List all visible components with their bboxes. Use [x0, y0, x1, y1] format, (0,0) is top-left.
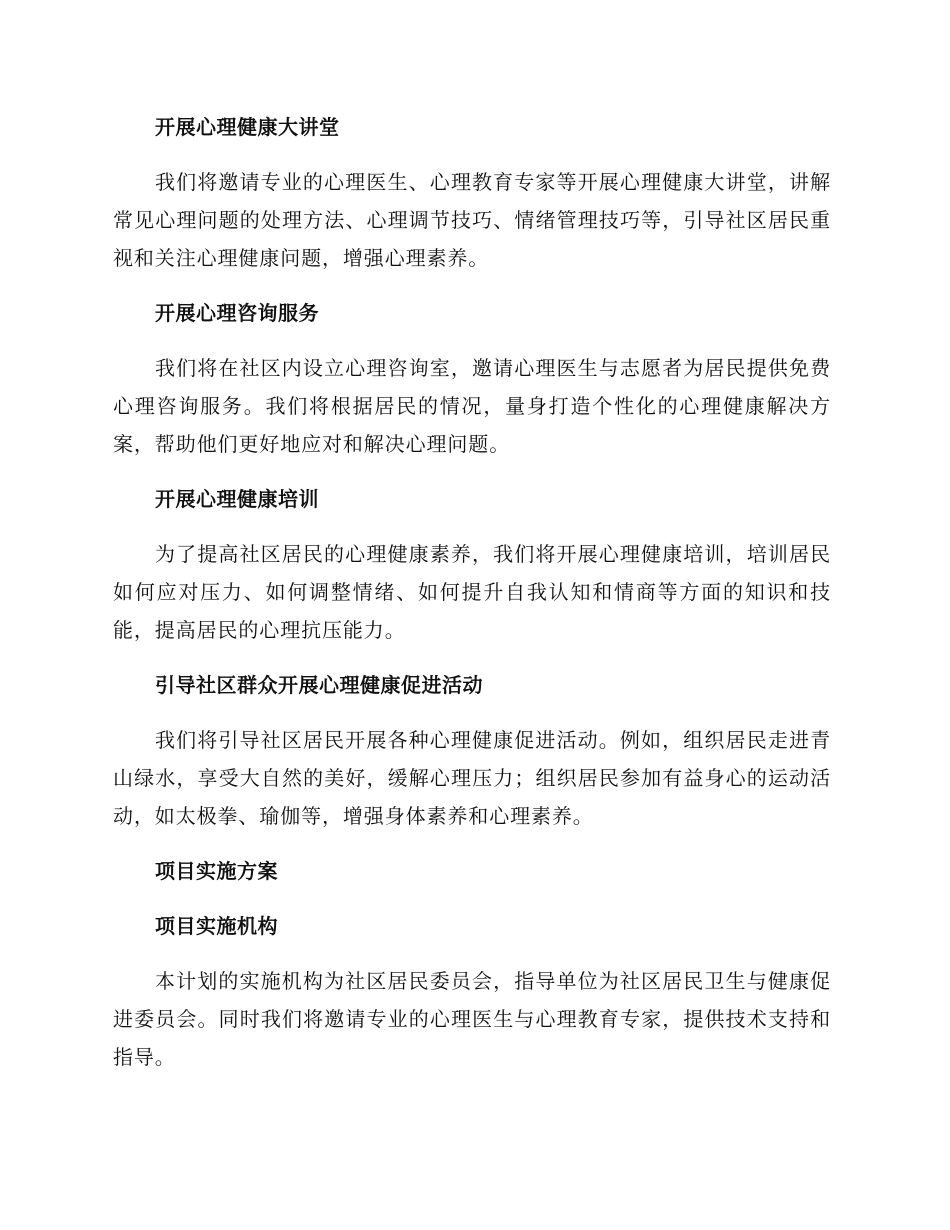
- section-paragraph-lecture: 我们将邀请专业的心理医生、心理教育专家等开展心理健康大讲堂，讲解常见心理问题的处理方法、心理调节技巧、情绪管理技巧等，引导社区居民重视和关注心理健康问题，增强心理素养。: [113, 170, 831, 270]
- document-body: [113, 108, 831, 1093]
- section-paragraph-training: 为了提高社区居民的心理健康素养，我们将开展心理健康培训，培训居民如何应对压力、如何调整情绪、如何提升自我认知和情商等方面的知识和技能，提高居民的心理抗压能力。: [113, 542, 831, 642]
- section-paragraph-counseling: 我们将在社区内设立心理咨询室，邀请心理医生与志愿者为居民提供免费心理咨询服务。我们将根据居民的情况，量身打造个性化的心理健康解决方案，帮助他们更好地应对和解决心理问题。: [113, 356, 831, 456]
- section-paragraph-activities: 我们将引导社区居民开展各种心理健康促进活动。例如，组织居民走进青山绿水，享受大自然的美好，缓解心理压力；组织居民参加有益身心的运动活动，如太极拳、瑜伽等，增强身体素养和心理素养。: [113, 728, 831, 828]
- implementation-heading: 项目实施方案: [155, 859, 278, 883]
- section-heading-activities: 引导社区群众开展心理健康促进活动: [155, 673, 483, 697]
- section-heading-training: 开展心理健康培训: [155, 487, 319, 511]
- section-heading-counseling: 开展心理咨询服务: [155, 301, 319, 325]
- implementation-subheading: 项目实施机构: [155, 914, 278, 938]
- implementation-paragraph: 本计划的实施机构为社区居民委员会，指导单位为社区居民卫生与健康促进委员会。同时我们将邀请专业的心理医生与心理教育专家，提供技术支持和指导。: [113, 969, 831, 1069]
- section-heading-lecture: 开展心理健康大讲堂: [155, 115, 340, 139]
